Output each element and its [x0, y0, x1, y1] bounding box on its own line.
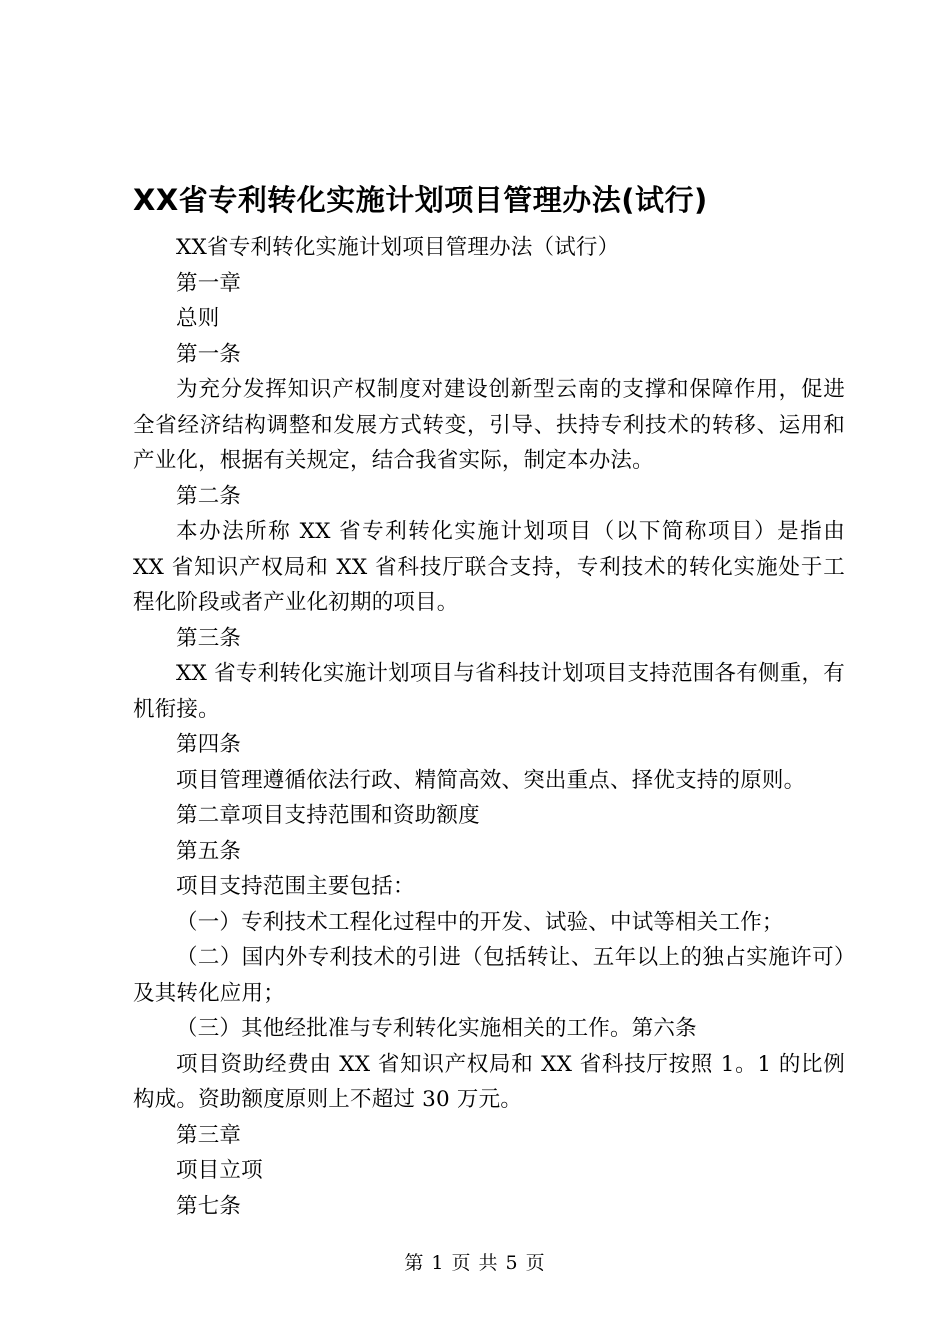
- document-body: [133, 178, 845, 1224]
- paragraph: 项目立项: [176, 1158, 263, 1183]
- page-footer: 第 1 页 共 5 页: [404, 1252, 546, 1274]
- paragraph: 第二章项目支持范围和资助额度: [176, 803, 480, 828]
- paragraph: 第三条: [176, 625, 242, 651]
- page-title: XX省专利转化实施计划项目管理办法(试行): [133, 183, 708, 217]
- paragraph: 为充分发挥知识产权制度对建设创新型云南的支撑和保障作用，促进全省经济结构调整和发展方式转变，引导、扶持专利技术的转移、运用和产业化，根据有关规定，结合我省实际，制定本办法。: [133, 377, 845, 473]
- paragraph: 第四条: [176, 732, 242, 757]
- paragraph: XX 省专利转化实施计划项目与省科技计划项目支持范围各有侧重，有机衔接。: [133, 661, 845, 722]
- paragraph: （一）专利技术工程化过程中的开发、试验、中试等相关工作；: [176, 909, 784, 935]
- paragraph: 第一条: [176, 341, 242, 367]
- paragraph: （二）国内外专利技术的引进（包括转让、五年以上的独占实施许可）及其转化应用；: [133, 945, 845, 1006]
- paragraph: 第二条: [176, 483, 242, 509]
- paragraph: 第七条: [176, 1193, 242, 1219]
- paragraph: 本办法所称 XX 省专利转化实施计划项目（以下简称项目）是指由 XX 省知识产权局和 XX 省科技厅联合支持，专利技术的转化实施处于工程化阶段或者产业化初期的项目。: [133, 519, 845, 615]
- paragraph: 第五条: [176, 838, 242, 864]
- paragraph: XX省专利转化实施计划项目管理办法（试行）: [176, 235, 620, 260]
- paragraph: 总则: [176, 306, 220, 331]
- paragraph: 项目支持范围主要包括：: [176, 874, 415, 899]
- paragraph: 第一章: [176, 270, 242, 296]
- paragraph: 第三章: [176, 1122, 242, 1148]
- paragraph: 项目管理遵循依法行政、精简高效、突出重点、择优支持的原则。: [176, 767, 806, 793]
- paragraph: （三）其他经批准与专利转化实施相关的工作。第六条: [176, 1016, 697, 1041]
- paragraph: 项目资助经费由 XX 省知识产权局和 XX 省科技厅按照 1。1 的比例构成。资助额度原则上不超过 30 万元。: [133, 1051, 845, 1112]
